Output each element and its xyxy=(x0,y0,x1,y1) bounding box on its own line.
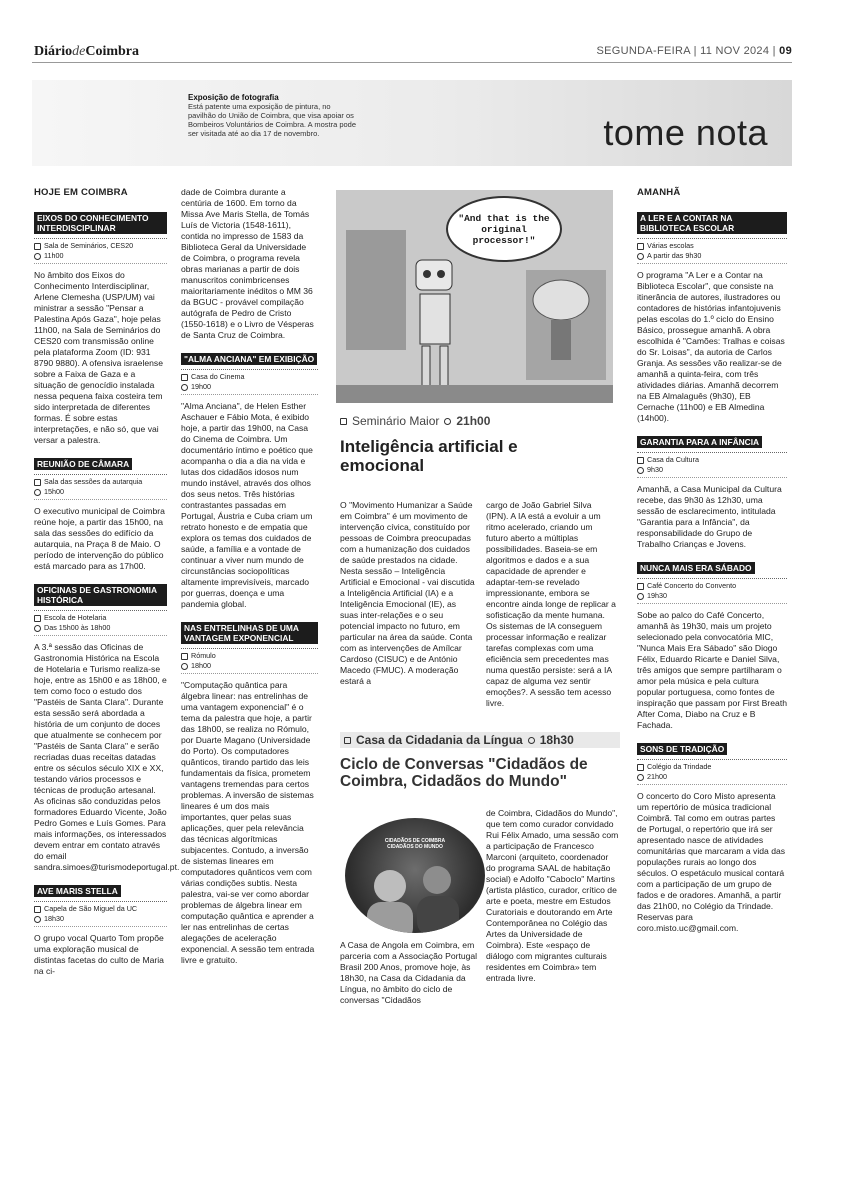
location-icon xyxy=(34,243,41,250)
event-sons-tradicao xyxy=(637,737,787,934)
location-icon xyxy=(637,764,644,771)
ia-body-left xyxy=(340,500,475,693)
clock-icon xyxy=(637,467,644,474)
hero-caption xyxy=(188,93,358,138)
column-2 xyxy=(181,187,318,972)
event-place: Escola de Hotelaria xyxy=(44,613,107,622)
clock-icon xyxy=(637,774,644,781)
event-place: Casa da Cidadania da Língua xyxy=(356,733,523,747)
masthead-name-de: de xyxy=(72,44,86,59)
event-meta xyxy=(637,238,787,264)
article-title-cidadaos: Ciclo de Conversas "Cidadãos de Coimbra, Cidadãos do Mundo" xyxy=(340,756,588,790)
date-bar xyxy=(596,45,792,57)
clock-icon xyxy=(34,489,41,496)
event-body: Sobe ao palco do Café Concerto, amanhã às 19h30, mais um projeto selecionado pela convocatória MIC, "Nunca Mais Era Sábado" são Diogo Félix, Eduardo Ricarte e Daniel Silva, três amigos que sempre partilharam o amor pela música e pela cultura popular portuguesa, como fontes de inspiração que passam por First Breath After Coma, Diabo na Cruz e B Fachada. xyxy=(637,610,787,730)
location-icon xyxy=(637,457,644,464)
event-body: "Computação quântica para álgebra linear: nas entrelinhas de uma vantagem exponencial" é o tema da palestra que hoje, a partir das 18h00, se realiza no Rómulo, por Duarte Magano (Universidade do Porto). Os computadores quânticos, tirando partido das leis fundamentais da física, prometem vantagens tremendas para certos problemas. A inversão de sistemas lineares é um dos mais importantes, quer pelas suas aplicações, quer pela relevância das técnicas algorítmicas subjacentes. Contudo, a inversão de sistemas lineares em computadores quânticos vem com várias condições subtis. Nesta palestra, vai-se ver como abordar problemas de álgebra linear em computação quântica e aprender a ler nas entrelinhas de certas alegações de aceleração exponencial. A sessão tem entrada livre e gratuito. xyxy=(181,680,315,965)
event-body: A 3.ª sessão das Oficinas de Gastronomia Histórica na Escola de Hotelaria e Turismo realiza-se hoje, entre as 15h00 e as 18h00, e tem como foco o estudo dos "Pastéis de Santa Clara". Durante esta sessão será abordada a história de um conjunto de doces que atualmente se conhecem por "Pastéis de Santa Clara" e serão recriadas duas receitas datadas entre os séculos século XIX e XX, testando vários processos e técnicas de produção artesanal. As oficinas são conduzidas pelos formadores Eduardo Vicente, João Pedro Gomes e Luís Gomes. Para mais informações, os interessados devem entrar em contato através do email sandra.simoes@turismodeportugal.pt. xyxy=(34,642,180,872)
event-tag: "ALMA ANCIANA" EM EXIBIÇÃO xyxy=(181,353,317,365)
event-tag: NUNCA MAIS ERA SÁBADO xyxy=(637,562,755,574)
event-body: Amanhã, a Casa Municipal da Cultura recebe, das 9h30 às 12h30, uma sessão de esclarecimento, intitulada "Garantia para a Infância", da responsabilidade do Grupo de Trabalho Crianças e Jovens. xyxy=(637,484,782,549)
speakers-silhouettes xyxy=(345,818,485,933)
hero-caption-title: Exposição de fotografia xyxy=(188,93,279,102)
event-time: 21h00 xyxy=(456,414,491,428)
event-ave-maris xyxy=(34,879,167,977)
event-time: Das 15h00 às 18h00 xyxy=(44,623,111,632)
ia-body-right xyxy=(486,500,616,715)
event-oficinas xyxy=(34,578,180,873)
event-meta xyxy=(637,578,787,604)
clock-icon xyxy=(181,663,188,670)
location-icon xyxy=(340,418,347,425)
event-place: Sala das sessões da autarquia xyxy=(44,477,143,486)
weekday: SEGUNDA-FEIRA xyxy=(596,45,691,57)
event-tag: GARANTIA PARA A INFÂNCIA xyxy=(637,436,762,448)
photo-caption: CIDADÃOS DE COIMBRA CIDADÃOS DO MUNDO xyxy=(384,838,446,850)
event-tag: A LER E A CONTAR NA BIBLIOTECA ESCOLAR xyxy=(637,212,787,234)
event-meta xyxy=(34,238,167,264)
column-hoje xyxy=(34,187,180,983)
event-body: O grupo vocal Quarto Tom propõe uma exploração musical de distintas facetas do culto de Maria na ci- xyxy=(34,933,164,976)
clock-icon xyxy=(444,418,451,425)
event-time: 19h00 xyxy=(191,382,211,391)
cidadaos-body-right xyxy=(486,808,620,990)
event-meta xyxy=(637,452,787,478)
event-body: No âmbito dos Eixos do Conhecimento Interdisciplinar, Arlene Clemesha (USP/UM) vai ministrar a sessão "Pensar a Palestina Após Gaza", hoje pelas 11h00, na Sala de Seminários do CES20 com transmissão online pela plataforma Zoom (ID: 931 8790 9880). A ofensiva israelense sobre a Faixa de Gaza e a situação de genocídio instalada nessa pequena faixa costeira tem sido interpretada de diferentes formas. É sobre estas interpretações, e não só, que vai versar a palestra. xyxy=(34,270,163,445)
location-icon xyxy=(34,479,41,486)
clock-icon xyxy=(637,593,644,600)
section-amanha: AMANHÃ xyxy=(637,187,681,198)
clock-icon xyxy=(637,253,644,260)
event-eixos xyxy=(34,206,167,446)
event-time: 18h30 xyxy=(539,733,574,747)
section-title: tome nota xyxy=(603,112,768,153)
robot-illustration xyxy=(336,190,613,403)
event-time: 19h30 xyxy=(647,591,667,600)
event-tag: OFICINAS DE GASTRONOMIA HISTÓRICA xyxy=(34,584,167,606)
event-place: Seminário Maior xyxy=(352,414,440,428)
separator-1: | xyxy=(693,45,697,57)
event-nunca-mais xyxy=(637,556,787,731)
masthead-name-1: Diário xyxy=(34,44,73,59)
event-line-cidadania xyxy=(340,732,620,748)
event-time: 11h00 xyxy=(44,251,64,260)
event-tag: AVE MARIS STELLA xyxy=(34,885,121,897)
event-body: O programa "A Ler e a Contar na Biblioteca Escolar", que consiste na itinerância de autores, ilustradores ou contadores de histórias infantojuvenis pelas escolas do 1.º ciclo do Ensino Básico, prossegue amanhã. A obra escolhida é "Camões: Tralhas e coisas do Sr. Loisas", da autoria de Carlos Granja. As sessões vão realizar-se de amanhã a quinta-feira, com três atividades diárias. Amanhã decorrem na EB Almalaguês (9h30), EB Cernache (11h00) e EB Almedina (14h00). xyxy=(637,270,785,423)
location-icon xyxy=(344,737,351,744)
event-time: 9h30 xyxy=(647,465,663,474)
location-icon xyxy=(637,243,644,250)
event-body: O executivo municipal de Coimbra reúne hoje, a partir das 15h00, na sala das sessões do edifício da autarquia, na Praça 8 de Maio. O período de intervenção do público está marcado para as 17h00. xyxy=(34,506,165,571)
event-tag: REUNIÃO DE CÂMARA xyxy=(34,458,132,470)
clock-icon xyxy=(181,384,188,391)
event-tag: EIXOS DO CONHECIMENTO INTERDISCIPLINAR xyxy=(34,212,167,234)
event-place: Várias escolas xyxy=(647,241,694,250)
cidadaos-body-left-text: A Casa de Angola em Coimbra, em parceria com a Associação Portugal Brasil 200 Anos, promove hoje, às 18h30, na Casa da Cidadania da Língua, no âmbito do ciclo de conversas "Cidadãos xyxy=(340,940,478,1005)
separator-2: | xyxy=(772,45,776,57)
column-amanha xyxy=(637,187,787,940)
cidadaos-body-right-text: de Coimbra, Cidadãos do Mundo", que tem como curador convidado Rui Félix Amado, uma sessão com a participação de Francesco Marconi (arquiteto, coordenador do programa SAAL de habitação social) e Adolfo "Caboclo" Martins (artista plástico, curador, crítico de arte e poeta, mestre em Estudos Curatoriais e doutorando em Arte Contemporânea no Colégio das Artes da Universidade de Coimbra). Este «espaço de diálogo com migrantes culturais residentes em Coimbra» tem entrada livre. xyxy=(486,808,619,983)
event-time: 18h30 xyxy=(44,914,64,923)
clock-icon xyxy=(34,625,41,632)
header-rule xyxy=(32,62,792,63)
event-time: 15h00 xyxy=(44,487,64,496)
hero-caption-body: Está patente uma exposição de pintura, no pavilhão do União de Coimbra, que visa apoiar os Bombeiros Voluntários de Coimbra. A mostra pode ser visitada até ao dia 17 de novembro. xyxy=(188,102,357,138)
clock-icon xyxy=(34,916,41,923)
event-entrelinhas xyxy=(181,616,318,966)
event-meta xyxy=(637,759,787,785)
event-line-seminario xyxy=(340,414,490,428)
event-meta xyxy=(34,474,167,500)
event-tag: NAS ENTRELINHAS DE UMA VANTAGEM EXPONENCIAL xyxy=(181,622,318,644)
location-icon xyxy=(34,906,41,913)
masthead-name-2: Coimbra xyxy=(85,44,139,59)
event-time: A partir das 9h30 xyxy=(647,251,702,260)
location-icon xyxy=(34,615,41,622)
event-place: Colégio da Trindade xyxy=(647,762,712,771)
event-garantia xyxy=(637,430,787,550)
masthead-logo xyxy=(34,44,139,60)
location-icon xyxy=(181,653,188,660)
event-time: 21h00 xyxy=(647,772,667,781)
location-icon xyxy=(637,583,644,590)
issue-date: 11 NOV 2024 xyxy=(700,45,770,57)
clock-icon xyxy=(34,253,41,260)
article-title-ia: Inteligência artificial e emocional xyxy=(340,437,518,475)
ia-body-left-text: O "Movimento Humanizar a Saúde em Coimbra" é um movimento de intervenção cívica, constituído por pessoas de Coimbra preocupadas com a humanização dos cuidados de saúde prestados na cidade. Nesta sessão – Inteligência Artificial e Emocional - vai discutida a Inteligência Artificial (IA) e a Inteligência Emocional (IE), as suas inter-relações e o seu potencial impacto no futuro, em particular na área da saúde. Conta com as intervenções de Amílcar Cardoso (CISUC) e de António Macedo (FMUC). A moderação estará a xyxy=(340,500,475,686)
location-icon xyxy=(181,374,188,381)
speakers-photo xyxy=(345,818,485,933)
cidadaos-body-left xyxy=(340,940,478,1012)
ave-maris-continued: dade de Coimbra durante a centúria de 1600. Em torno da Missa Ave Maris Stella, de Tomás Luís de Victoria (1548-1611), contida no impresso de 1583 da Biblioteca Geral da Universidade de Coimbra, o programa revela obras marianas a partir de dois manuscritos conimbricenses maioritariamente inéditos o MM 36 da BGUC - provável compilação autógrafa de Pedro de Cristo (1550-1618) e o Livro de Vésperas de Santa Cruz de Coimbra. xyxy=(181,187,314,340)
event-reuniao xyxy=(34,452,167,572)
event-meta xyxy=(181,369,318,395)
event-time: 18h00 xyxy=(191,661,211,670)
speech-bubble: "And that is the original processor!" xyxy=(446,196,562,262)
event-place: Casa do Cinema xyxy=(191,372,245,381)
event-place: Café Concerto do Convento xyxy=(647,581,737,590)
ia-body-right-text: cargo de João Gabriel Silva (IPN). A IA está a evoluir a um ritmo acelerado, criando um futuro aberto a múltiplas possibilidades. Baseia-se em algoritmos e dados e a sua capacidade de aprender e adaptar-tem-se revelado impressionante, embora se encontre ainda longe de replicar a sofisticação da mente humana. Os sistemas de IA conseguem processar informação e realizar tarefas complexas com uma eficiência sem precedentes mas numa questão persiste: será a IA capaz de alguma vez sentir emoções?. A sessão tem acesso livre. xyxy=(486,500,616,708)
event-meta xyxy=(34,901,167,927)
event-tag: SONS DE TRADIÇÃO xyxy=(637,743,727,755)
event-meta xyxy=(181,648,318,674)
section-hoje-em-coimbra: HOJE EM COIMBRA xyxy=(34,187,128,198)
event-place: Casa da Cultura xyxy=(647,455,699,464)
event-alma-anciana xyxy=(181,347,318,610)
event-place: Rómulo xyxy=(191,651,216,660)
event-ler-contar xyxy=(637,206,787,424)
event-meta xyxy=(34,610,167,636)
clock-icon xyxy=(528,737,535,744)
event-place: Capela de São Miguel da UC xyxy=(44,904,138,913)
event-place: Sala de Seminários, CES20 xyxy=(44,241,134,250)
event-body: O concerto do Coro Misto apresenta um repertório de música tradicional Coimbrã. Tal como em outras partes de Portugal, o repertório que irá ser apresentado nasce de atividades comunitárias que marcaram a vida das populações rurais ao longo dos séculos. O espetáculo musical contará com a participação de um grupo de fados e de oradores. Amanhã, a partir das 21h00, no Colégio da Trindade. Reservas para coro.misto.uc@gmail.com. xyxy=(637,791,786,933)
event-body: "Alma Anciana", de Helen Esther Aschauer e Fábio Mota, é exibido hoje, a partir das 19h00, na Casa do Cinema de Coimbra. Um documentário íntimo e poético que acompanha o dia a dia na vida e lutas dos cidadãos idosos num mundo instável, através dos olhos dos seus netos. Três histórias contrastantes passadas em Portugal, Áustria e Cuba criam um retrato honesto e de empatia que explora os temas dos cuidados de saúde, a família e a vontade de continuar a viver num mundo de circunstâncias sociopolíticas altamente imprevisíveis, marcado por guerras, doença e uma pandemia global. xyxy=(181,401,313,609)
page-number: 09 xyxy=(779,45,792,57)
